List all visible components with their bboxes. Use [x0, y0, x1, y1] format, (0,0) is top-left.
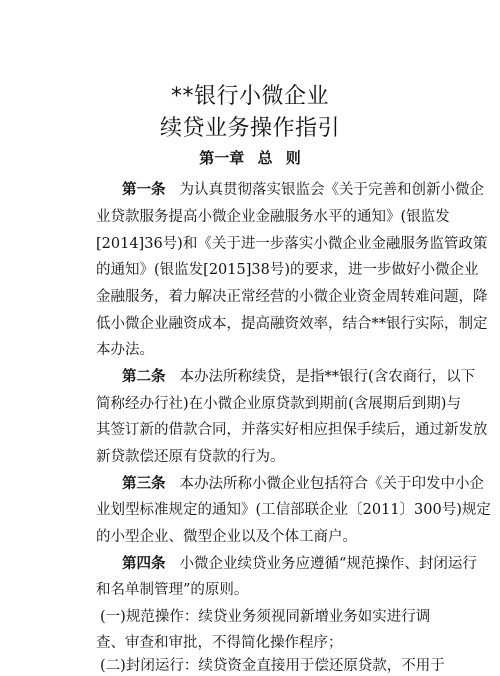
article-1-line-6: 低小微企业融资成本，提高融资效率，结合**银行实际，制定 [96, 316, 488, 332]
article-3-line-3: 的小型企业、微型企业以及个体工商户。 [96, 529, 357, 545]
article-4-line-2: 和名单制管理”的原则。 [96, 582, 249, 598]
article-4-text-1: 小微企业续贷业务应遵循“规范操作、封闭运行 [179, 556, 477, 572]
article-1-line-5: 金融服务，着力解决正常经营的小微企业资金周转难问题，降 [96, 289, 488, 305]
article-2-line-2: 简称经办行社)在小微企业原贷款到期前(含展期后到期)与 [96, 396, 461, 412]
document-title-line-1: **银行小微企业 [170, 84, 329, 109]
article-3-line-2: 业划型标准规定的通知》(工信部联企业〔2011〕300号)规定 [96, 502, 491, 518]
article-2-line-4: 新贷款偿还原有贷款的行为。 [96, 449, 285, 465]
article-2-line-3: 其签订新的借款合同，并落实好相应担保手续后，通过新发放 [96, 422, 488, 438]
article-1-line-1 [122, 180, 484, 200]
article-3-label: 第三条 [122, 476, 166, 492]
item-2-line-1: (二)封闭运行：续贷资金直接用于偿还原贷款，不用于 [100, 658, 445, 674]
chapter-heading: 第一章 总 则 [199, 149, 301, 167]
article-4-label: 第四条 [122, 556, 166, 572]
article-1-text-1: 为认真贯彻落实银监会《关于完善和创新小微企 [179, 182, 484, 198]
article-1-line-3: [2014]36号)和《关于进一步落实小微企业金融服务监管政策 [96, 236, 488, 252]
article-1-line-2: 业贷款服务提高小微企业金融服务水平的通知》(银监发 [96, 209, 450, 225]
article-1-label: 第一条 [122, 182, 166, 198]
article-1-line-7: 本办法。 [96, 342, 154, 358]
article-2-text-1: 本办法所称续贷，是指**银行(含农商行，以下 [179, 369, 476, 385]
item-1-line-1: (一)规范操作：续贷业务须视同新增业务如实进行调 [100, 609, 431, 625]
article-3-text-1: 本办法所称小微企业包括符合《关于印发中小企 [179, 476, 484, 492]
article-2-label: 第二条 [122, 369, 166, 385]
article-4-line-1 [122, 554, 477, 574]
article-1-line-4: 的通知》(银监发[2015]38号)的要求，进一步做好小微企业 [96, 262, 479, 278]
article-3-line-1 [122, 474, 484, 494]
article-2-line-1 [122, 367, 475, 387]
document-title-line-2: 续贷业务操作指引 [159, 116, 340, 141]
item-1-line-2: 查、审查和审批，不得简化操作程序； [96, 635, 343, 651]
